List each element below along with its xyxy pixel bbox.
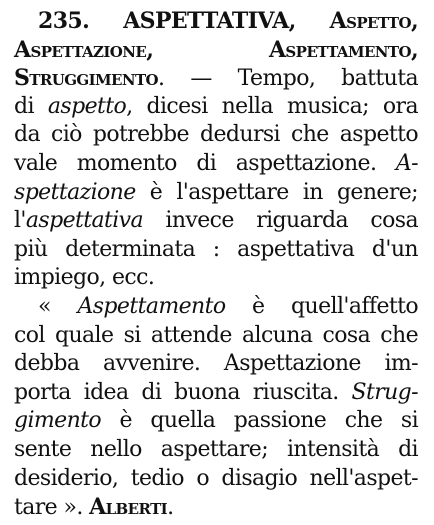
text-segment: «	[38, 294, 78, 319]
text-line	[14, 92, 418, 122]
small-caps-term: Struggimento	[14, 65, 159, 92]
text-segment: col quale si attende alcuna cosa che	[14, 322, 418, 348]
text-segment: impiego, ecc.	[14, 265, 155, 291]
text-line	[38, 292, 418, 322]
text-line	[14, 435, 418, 465]
text-line	[14, 206, 418, 236]
text-segment: è quella passione che si	[101, 408, 418, 434]
text-line	[14, 63, 418, 93]
text-segment: più determinata : aspettativa d'un	[14, 236, 418, 262]
bold-heading: ,	[410, 8, 418, 34]
text-segment: da ciò potrebbe dedursi che aspetto	[14, 122, 418, 148]
text-segment: l'	[14, 208, 26, 234]
text-line	[14, 120, 418, 150]
text-segment: porta idea di buona riuscita.	[14, 379, 352, 405]
text-line	[14, 492, 418, 522]
text-segment: . — Tempo, battuta	[158, 66, 418, 92]
text-segment: desiderio, tedio o disagio nell'aspet-	[14, 465, 418, 491]
italic-term: Strug-	[351, 379, 418, 405]
bold-heading: ,	[146, 36, 269, 63]
text-line	[14, 464, 418, 494]
small-caps-term: Alberti	[89, 494, 168, 521]
text-segment: è quell'affetto	[225, 294, 418, 319]
italic-term: gimento	[14, 408, 102, 434]
text-line	[14, 235, 418, 265]
text-line	[14, 321, 418, 351]
italic-term: spettazione	[14, 179, 136, 205]
italic-term: A-	[395, 151, 418, 176]
text-line	[14, 178, 418, 208]
bold-heading: ,	[410, 36, 418, 63]
small-caps-term: Aspettamento	[268, 36, 411, 63]
text-line	[14, 35, 418, 65]
italic-term: aspetto	[47, 93, 127, 119]
text-line	[14, 149, 418, 179]
text-segment: sente nello aspettare; intensità di	[14, 437, 418, 462]
text-segment: vale momento di aspettazione.	[14, 151, 396, 176]
text-line	[14, 406, 418, 436]
text-segment: tare ».	[14, 495, 90, 521]
small-caps-term: Aspettazione	[14, 36, 147, 63]
small-caps-term: Aspetto	[329, 8, 411, 34]
text-segment: .	[167, 495, 174, 521]
italic-term: aspettativa	[25, 208, 144, 234]
text-segment: debba avvenire. Aspettazione im-	[14, 351, 418, 377]
bold-heading: ASPETTATIVA	[123, 8, 289, 34]
text-line	[38, 6, 418, 36]
text-segment: è l'aspettare in genere;	[135, 179, 418, 205]
text-segment: , dicesi nella musica; ora	[126, 93, 418, 119]
text-line	[14, 378, 418, 408]
text-line	[14, 349, 418, 379]
text-line	[14, 263, 418, 293]
italic-term: Aspettamento	[77, 294, 226, 319]
text-segment: di	[14, 93, 48, 119]
bold-heading: ,	[288, 8, 330, 34]
text-segment: invece riguarda cosa	[143, 208, 418, 234]
bold-heading: 235.	[38, 8, 124, 34]
